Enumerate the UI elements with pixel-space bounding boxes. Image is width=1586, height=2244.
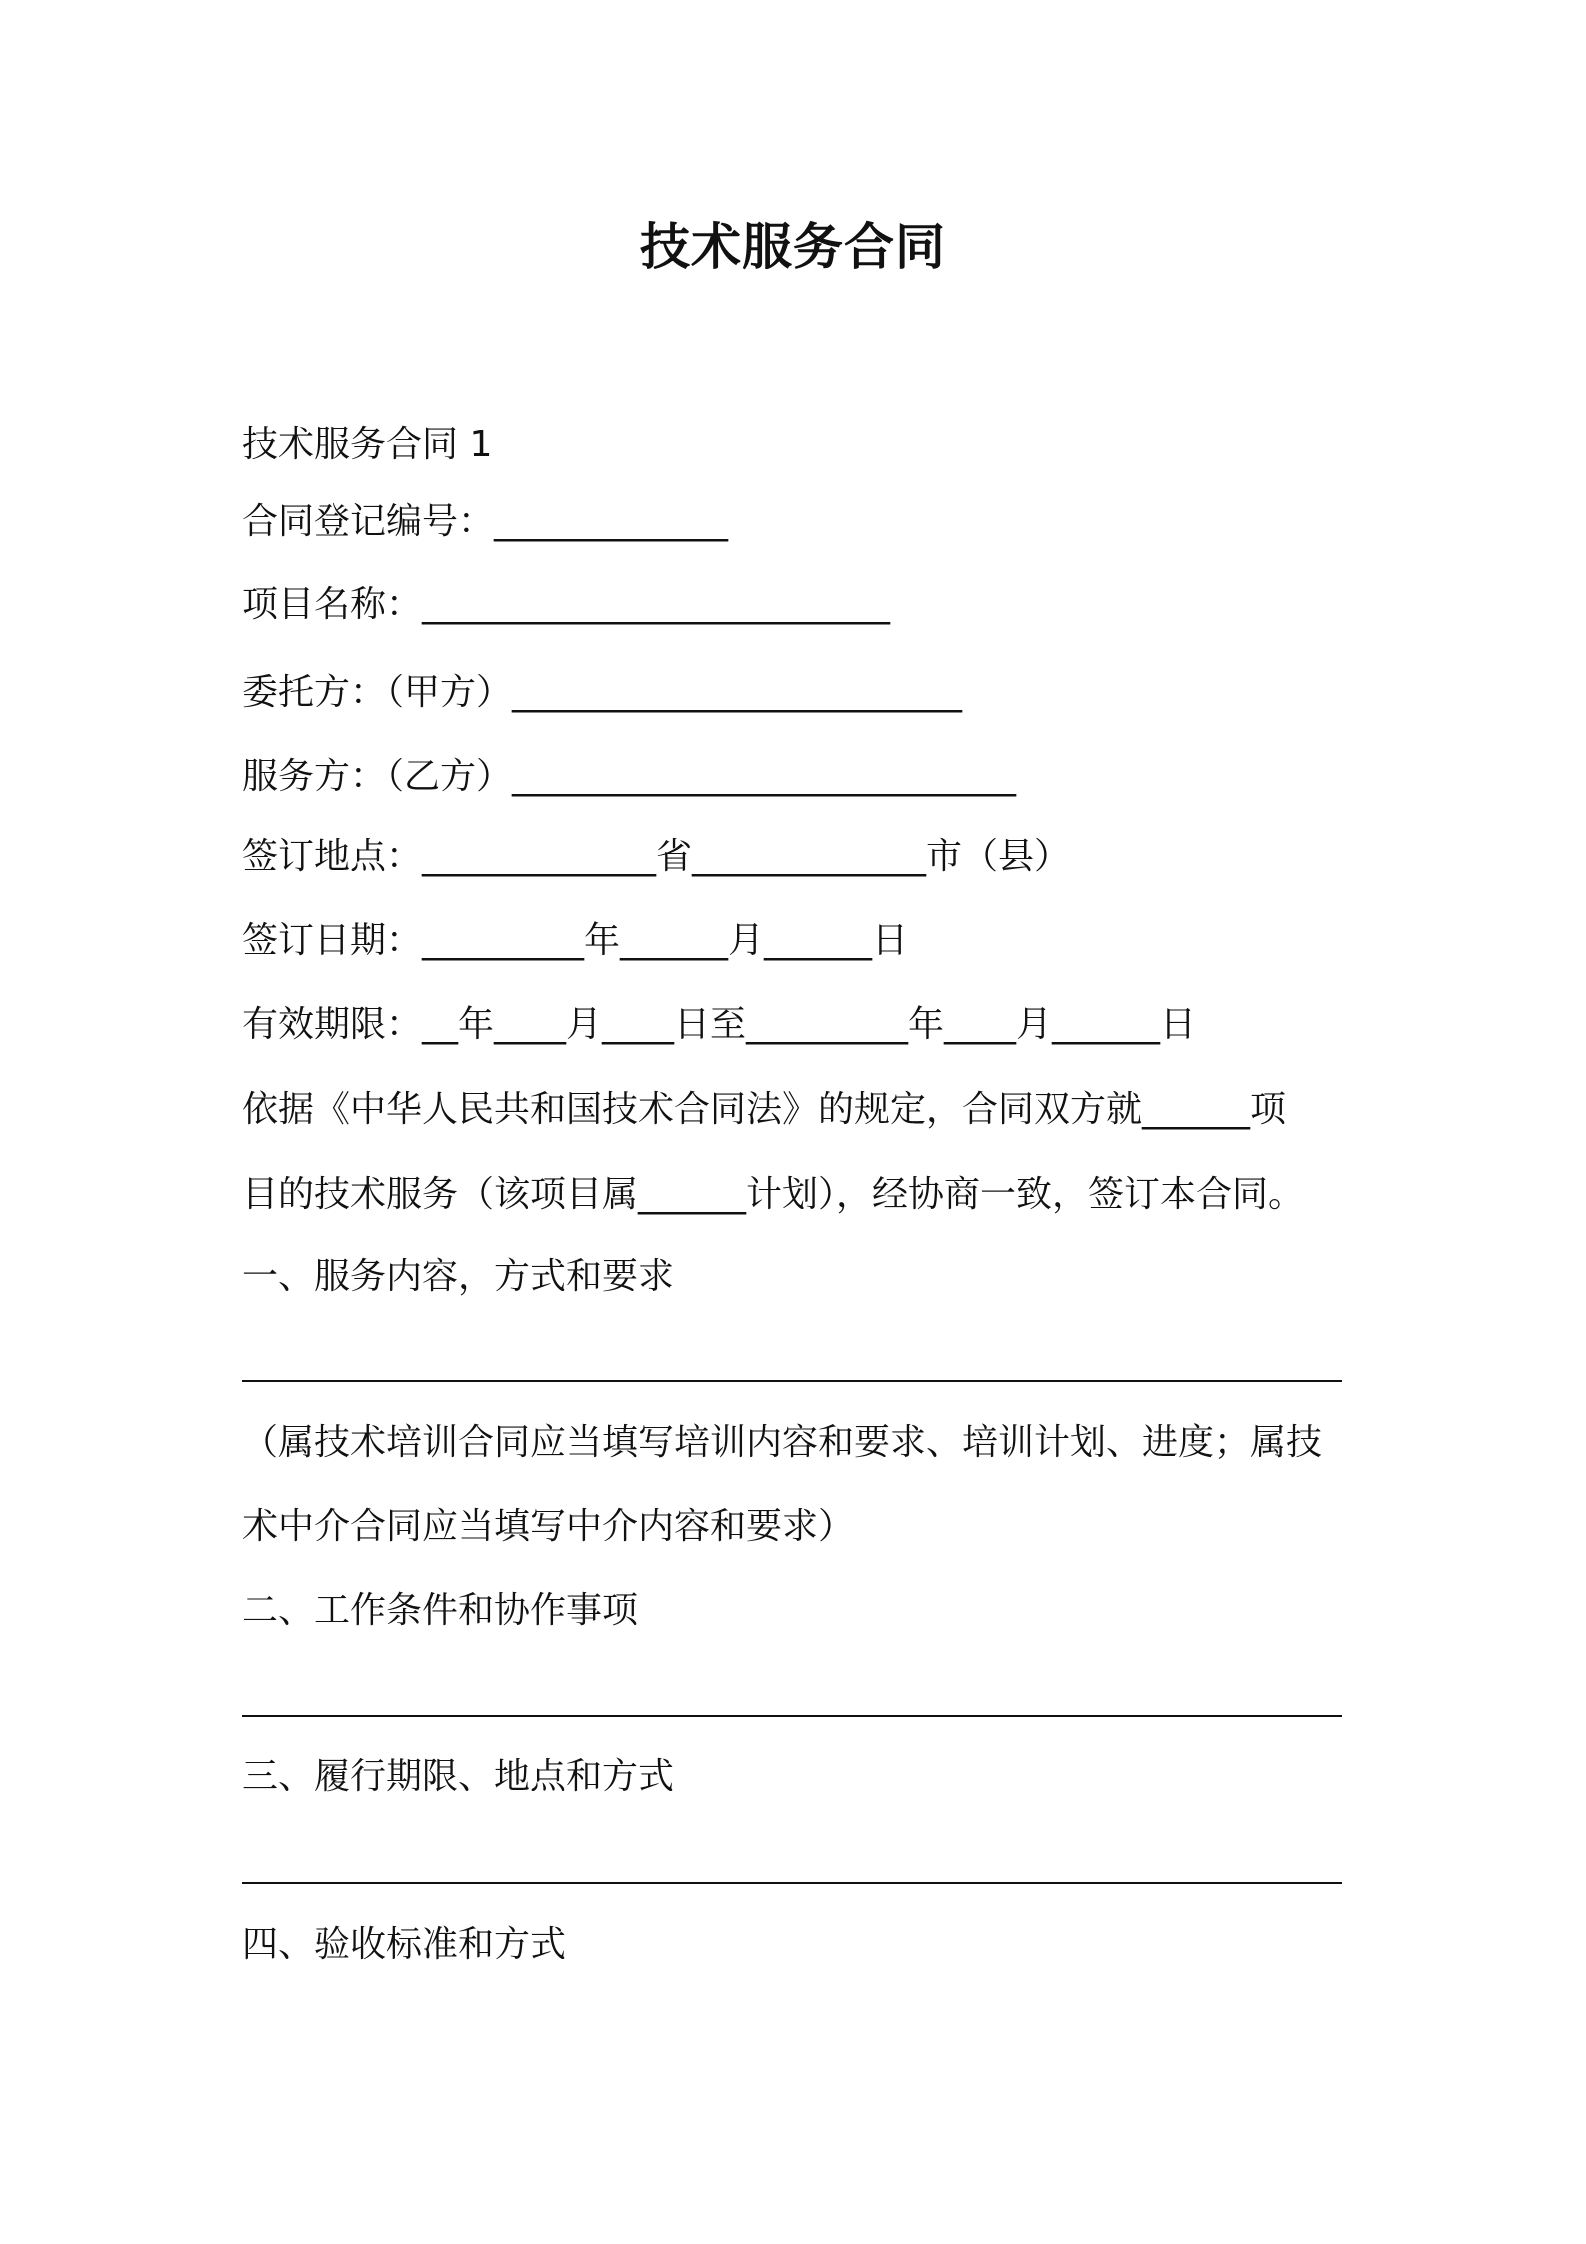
service-party-line: 服务方：（乙方）____________________________	[242, 756, 1017, 797]
section-1-note-line-1: （属技术培训合同应当填写培训内容和要求、培训计划、进度；属技	[242, 1422, 1323, 1463]
registration-number-line: 合同登记编号：_____________	[242, 501, 729, 542]
project-name-line: 项目名称：__________________________	[242, 584, 891, 625]
client-party-line: 委托方：（甲方）_________________________	[242, 672, 963, 713]
signing-date-line: 签订日期：_________年______月______日	[242, 920, 909, 961]
document-title: 技术服务合同	[640, 218, 946, 276]
section-1-note-line-2: 术中介合同应当填写中介内容和要求）	[242, 1506, 855, 1547]
preamble-line-2: 目的技术服务（该项目属______计划），经协商一致，签订本合同。	[242, 1174, 1305, 1215]
fill-in-rule-section-1	[242, 1380, 1342, 1382]
preamble-line-1: 依据《中华人民共和国技术合同法》的规定，合同双方就______项	[242, 1089, 1287, 1130]
subtitle-line: 技术服务合同 1	[242, 424, 493, 465]
validity-period-line: 有效期限：__年____月____日至_________年____月______日	[242, 1004, 1197, 1045]
fill-in-rule-section-3	[242, 1882, 1342, 1884]
section-2-heading: 二、工作条件和协作事项	[242, 1590, 639, 1631]
fill-in-rule-section-2	[242, 1715, 1342, 1717]
section-1-heading: 一、服务内容，方式和要求	[242, 1256, 675, 1297]
section-4-heading: 四、验收标准和方式	[242, 1924, 567, 1965]
section-3-heading: 三、履行期限、地点和方式	[242, 1756, 675, 1797]
signing-place-line: 签订地点：_____________省_____________市（县）	[242, 836, 1071, 877]
